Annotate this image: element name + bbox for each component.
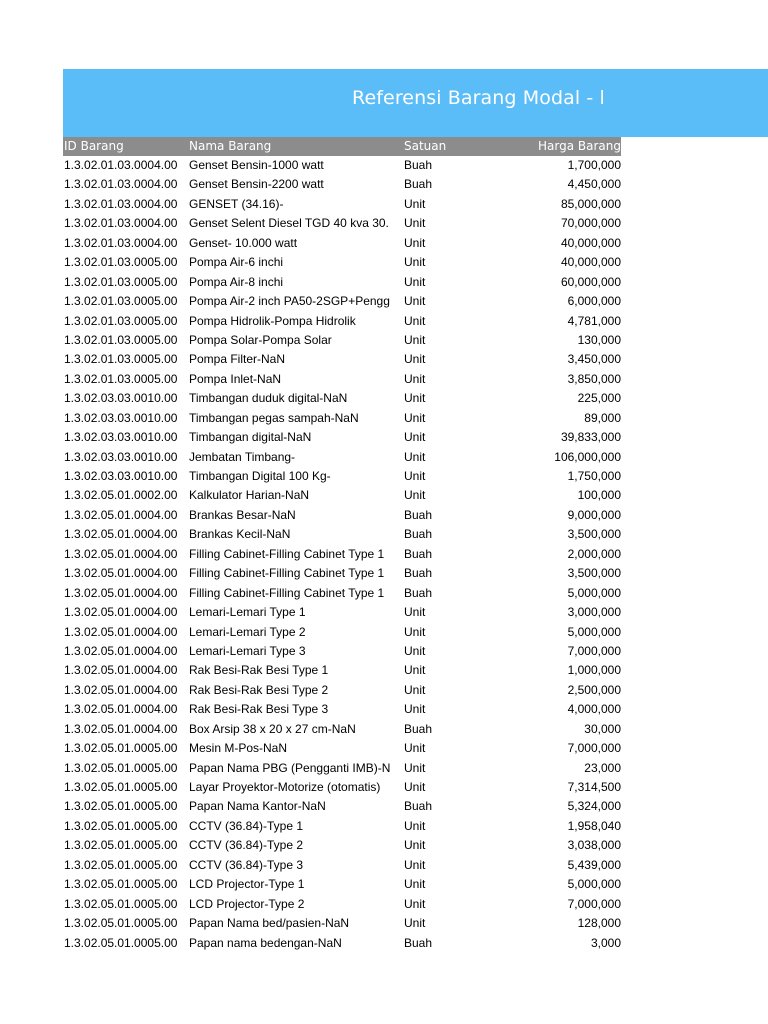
table-row: [63, 253, 621, 272]
cell-id-barang: 1.3.02.05.01.0005.00: [64, 877, 178, 892]
cell-nama-barang: Genset Bensin-1000 watt: [189, 158, 324, 172]
cell-harga-barang: 5,324,000: [567, 799, 621, 814]
cell-harga-barang: 2,500,000: [567, 682, 621, 697]
cell-satuan: Unit: [404, 196, 426, 211]
cell-harga-barang: 1,750,000: [567, 469, 621, 483]
table-row: [63, 214, 621, 233]
cell-nama-barang: Timbangan pegas sampah-NaN: [189, 410, 359, 425]
table-row: [63, 486, 621, 505]
table-row: [63, 350, 621, 369]
cell-satuan: Unit: [404, 274, 426, 289]
cell-id-barang: 1.3.02.03.03.0010.00: [64, 410, 178, 425]
cell-id-barang: 1.3.02.01.03.0004.00: [64, 158, 178, 172]
table-row: [63, 836, 621, 855]
cell-nama-barang: Pompa Filter-NaN: [189, 352, 286, 367]
cell-satuan: Unit: [404, 877, 426, 892]
cell-nama-barang: Timbangan digital-NaN: [189, 430, 312, 445]
cell-id-barang: 1.3.02.05.01.0004.00: [64, 605, 178, 620]
cell-satuan: Unit: [404, 643, 426, 658]
cell-nama-barang: Layar Proyektor-Motorize (otomatis): [189, 780, 381, 794]
cell-satuan: Buah: [404, 799, 433, 814]
cell-id-barang: 1.3.02.01.03.0005.00: [64, 332, 178, 347]
header-satuan: Satuan: [404, 139, 447, 153]
table-row: [63, 778, 621, 797]
cell-satuan: Unit: [404, 818, 426, 833]
table-row: [63, 914, 621, 933]
cell-harga-barang: 3,450,000: [567, 352, 621, 367]
cell-id-barang: 1.3.02.05.01.0004.00: [64, 566, 178, 581]
cell-harga-barang: 7,000,000: [567, 643, 621, 658]
cell-harga-barang: 2,000,000: [567, 546, 621, 561]
cell-satuan: Buah: [404, 177, 433, 192]
header-harga-barang: Harga Barang: [538, 139, 621, 153]
cell-harga-barang: 3,500,000: [567, 566, 621, 581]
table-row: [63, 759, 621, 778]
cell-nama-barang: Pompa Air-6 inchi: [189, 255, 284, 270]
cell-id-barang: 1.3.02.05.01.0005.00: [64, 780, 178, 794]
table-row: [63, 934, 621, 953]
cell-id-barang: 1.3.02.05.01.0005.00: [64, 916, 178, 931]
cell-satuan: Unit: [404, 780, 426, 794]
cell-satuan: Unit: [404, 741, 426, 756]
table-row: [63, 545, 621, 564]
table-row: [63, 700, 621, 719]
cell-nama-barang: Filling Cabinet-Filling Cabinet Type 1: [189, 566, 385, 581]
cell-id-barang: 1.3.02.05.01.0005.00: [64, 799, 178, 814]
cell-harga-barang: 6,000,000: [567, 294, 621, 309]
table-row: [63, 525, 621, 544]
table-row: [63, 428, 621, 447]
cell-nama-barang: Jembatan Timbang-: [189, 449, 296, 464]
cell-harga-barang: 4,000,000: [567, 702, 621, 717]
table-row: [63, 370, 621, 389]
cell-id-barang: 1.3.02.01.03.0005.00: [64, 255, 178, 270]
cell-id-barang: 1.3.02.01.03.0004.00: [64, 196, 178, 211]
cell-nama-barang: Kalkulator Harian-NaN: [189, 488, 310, 503]
table-row: [63, 584, 621, 603]
cell-id-barang: 1.3.02.03.03.0010.00: [64, 430, 178, 445]
cell-id-barang: 1.3.02.05.01.0005.00: [64, 760, 178, 775]
cell-harga-barang: 3,000: [590, 935, 621, 950]
cell-nama-barang: Pompa Hidrolik-Pompa Hidrolik: [189, 313, 356, 328]
table-row: [63, 195, 621, 214]
data-table: [63, 137, 621, 953]
table-row: [63, 681, 621, 700]
cell-harga-barang: 9,000,000: [567, 507, 621, 522]
cell-satuan: Buah: [404, 527, 433, 542]
table-row: [63, 409, 621, 428]
cell-nama-barang: Papan Nama bed/pasien-NaN: [189, 916, 350, 931]
cell-id-barang: 1.3.02.05.01.0004.00: [64, 546, 178, 561]
cell-id-barang: 1.3.02.03.03.0010.00: [64, 391, 178, 406]
cell-nama-barang: CCTV (36.84)-Type 1: [189, 818, 304, 833]
cell-harga-barang: 225,000: [577, 391, 621, 406]
table-row: [63, 642, 621, 661]
cell-nama-barang: Lemari-Lemari Type 1: [189, 605, 306, 620]
cell-nama-barang: Brankas Besar-NaN: [189, 507, 296, 522]
cell-nama-barang: Rak Besi-Rak Besi Type 2: [189, 682, 329, 697]
table-row: [63, 661, 621, 680]
cell-nama-barang: Genset- 10.000 watt: [189, 235, 298, 250]
table-row: [63, 895, 621, 914]
table-row: [63, 875, 621, 894]
cell-satuan: Unit: [404, 235, 426, 250]
cell-nama-barang: Brankas Kecil-NaN: [189, 527, 291, 542]
cell-harga-barang: 39,833,000: [560, 430, 621, 445]
cell-id-barang: 1.3.02.05.01.0004.00: [64, 624, 178, 639]
cell-satuan: Unit: [404, 916, 426, 931]
cell-satuan: Unit: [404, 896, 426, 911]
table-row: [63, 564, 621, 583]
cell-harga-barang: 5,439,000: [567, 857, 621, 872]
table-row: [63, 273, 621, 292]
cell-nama-barang: Box Arsip 38 x 20 x 27 cm-NaN: [189, 721, 356, 736]
cell-nama-barang: CCTV (36.84)-Type 2: [189, 838, 304, 853]
cell-harga-barang: 23,000: [584, 760, 621, 775]
cell-id-barang: 1.3.02.01.03.0004.00: [64, 216, 178, 231]
cell-satuan: Unit: [404, 682, 426, 697]
cell-id-barang: 1.3.02.05.01.0004.00: [64, 682, 178, 697]
cell-id-barang: 1.3.02.05.01.0005.00: [64, 857, 178, 872]
cell-harga-barang: 1,000,000: [567, 663, 621, 678]
cell-satuan: Unit: [404, 857, 426, 872]
cell-nama-barang: GENSET (34.16)-: [189, 196, 284, 211]
cell-nama-barang: CCTV (36.84)-Type 3: [189, 857, 304, 872]
cell-id-barang: 1.3.02.05.01.0002.00: [64, 488, 178, 503]
cell-id-barang: 1.3.02.05.01.0004.00: [64, 527, 178, 542]
cell-nama-barang: Papan Nama Kantor-NaN: [189, 799, 326, 814]
cell-harga-barang: 106,000,000: [554, 449, 621, 464]
cell-harga-barang: 85,000,000: [560, 196, 621, 211]
cell-nama-barang: Filling Cabinet-Filling Cabinet Type 1: [189, 585, 385, 600]
cell-harga-barang: 89,000: [584, 410, 621, 425]
cell-satuan: Unit: [404, 430, 426, 445]
cell-id-barang: 1.3.02.01.03.0005.00: [64, 352, 178, 367]
cell-harga-barang: 3,500,000: [567, 527, 621, 542]
cell-harga-barang: 1,958,040: [567, 818, 621, 833]
cell-id-barang: 1.3.02.01.03.0005.00: [64, 313, 178, 328]
cell-nama-barang: Pompa Air-2 inch PA50-2SGP+Pengg: [189, 294, 390, 309]
table-row: [63, 234, 621, 253]
cell-satuan: Unit: [404, 663, 426, 678]
cell-nama-barang: Papan Nama PBG (Pengganti IMB)-N: [189, 760, 391, 775]
table-row: [63, 817, 621, 836]
cell-harga-barang: 40,000,000: [560, 235, 621, 250]
table-row: [63, 739, 621, 758]
cell-satuan: Unit: [404, 469, 426, 483]
cell-id-barang: 1.3.02.01.03.0005.00: [64, 371, 178, 386]
cell-id-barang: 1.3.02.05.01.0005.00: [64, 818, 178, 833]
table-header: [63, 137, 621, 156]
cell-harga-barang: 7,000,000: [567, 896, 621, 911]
table-row: [63, 720, 621, 739]
cell-satuan: Unit: [404, 702, 426, 717]
table-row: [63, 448, 621, 467]
cell-id-barang: 1.3.02.03.03.0010.00: [64, 449, 178, 464]
cell-nama-barang: LCD Projector-Type 2: [189, 896, 305, 911]
cell-satuan: Unit: [404, 624, 426, 639]
cell-nama-barang: Genset Bensin-2200 watt: [189, 177, 324, 192]
cell-harga-barang: 100,000: [577, 488, 621, 503]
cell-harga-barang: 7,314,500: [567, 780, 621, 794]
cell-id-barang: 1.3.02.05.01.0004.00: [64, 507, 178, 522]
cell-harga-barang: 30,000: [584, 721, 621, 736]
cell-satuan: Buah: [404, 507, 433, 522]
cell-id-barang: 1.3.02.05.01.0004.00: [64, 721, 178, 736]
cell-satuan: Unit: [404, 352, 426, 367]
cell-harga-barang: 5,000,000: [567, 585, 621, 600]
table-row: [63, 623, 621, 642]
cell-satuan: Buah: [404, 585, 433, 600]
table-row: [63, 175, 621, 194]
cell-id-barang: 1.3.02.05.01.0004.00: [64, 643, 178, 658]
cell-satuan: Unit: [404, 216, 426, 231]
cell-satuan: Unit: [404, 255, 426, 270]
cell-id-barang: 1.3.02.01.03.0004.00: [64, 235, 178, 250]
cell-id-barang: 1.3.02.03.03.0010.00: [64, 469, 178, 483]
cell-id-barang: 1.3.02.05.01.0004.00: [64, 585, 178, 600]
cell-id-barang: 1.3.02.05.01.0005.00: [64, 741, 178, 756]
cell-satuan: Unit: [404, 410, 426, 425]
cell-id-barang: 1.3.02.01.03.0005.00: [64, 274, 178, 289]
table-row: [63, 797, 621, 816]
cell-satuan: Buah: [404, 566, 433, 581]
table-row: [63, 292, 621, 311]
cell-harga-barang: 1,700,000: [567, 158, 621, 172]
cell-nama-barang: Pompa Solar-Pompa Solar: [189, 332, 332, 347]
cell-nama-barang: Rak Besi-Rak Besi Type 3: [189, 702, 329, 717]
cell-nama-barang: Papan nama bedengan-NaN: [189, 935, 342, 950]
table-row: [63, 156, 621, 175]
cell-harga-barang: 4,450,000: [567, 177, 621, 192]
cell-satuan: Buah: [404, 935, 433, 950]
cell-id-barang: 1.3.02.05.01.0005.00: [64, 935, 178, 950]
cell-nama-barang: Pompa Inlet-NaN: [189, 371, 282, 386]
cell-satuan: Buah: [404, 546, 433, 561]
cell-harga-barang: 4,781,000: [567, 313, 621, 328]
cell-harga-barang: 3,038,000: [567, 838, 621, 853]
cell-id-barang: 1.3.02.05.01.0005.00: [64, 838, 178, 853]
table-row: [63, 603, 621, 622]
cell-satuan: Unit: [404, 760, 426, 775]
cell-id-barang: 1.3.02.01.03.0005.00: [64, 294, 178, 309]
table-row: [63, 331, 621, 350]
cell-harga-barang: 7,000,000: [567, 741, 621, 756]
cell-harga-barang: 70,000,000: [560, 216, 621, 231]
cell-harga-barang: 60,000,000: [560, 274, 621, 289]
cell-satuan: Unit: [404, 313, 426, 328]
cell-nama-barang: Timbangan Digital 100 Kg-: [189, 469, 331, 483]
cell-satuan: Buah: [404, 158, 433, 172]
cell-satuan: Unit: [404, 294, 426, 309]
cell-satuan: Unit: [404, 449, 426, 464]
cell-nama-barang: Filling Cabinet-Filling Cabinet Type 1: [189, 546, 385, 561]
cell-satuan: Buah: [404, 721, 433, 736]
cell-id-barang: 1.3.02.05.01.0004.00: [64, 702, 178, 717]
title-banner: [63, 69, 768, 137]
cell-satuan: Unit: [404, 391, 426, 406]
header-nama-barang: Nama Barang: [189, 139, 272, 153]
cell-nama-barang: Timbangan duduk digital-NaN: [189, 391, 348, 406]
table-row: [63, 506, 621, 525]
cell-nama-barang: Pompa Air-8 inchi: [189, 274, 284, 289]
table-row: [63, 856, 621, 875]
cell-id-barang: 1.3.02.05.01.0005.00: [64, 896, 178, 911]
cell-nama-barang: Lemari-Lemari Type 3: [189, 643, 306, 658]
header-id-barang: ID Barang: [64, 139, 124, 153]
cell-nama-barang: Mesin M-Pos-NaN: [189, 741, 288, 756]
cell-nama-barang: Genset Selent Diesel TGD 40 kva 30.: [189, 216, 389, 231]
cell-satuan: Unit: [404, 605, 426, 620]
cell-harga-barang: 128,000: [577, 916, 621, 931]
cell-harga-barang: 40,000,000: [560, 255, 621, 270]
cell-satuan: Unit: [404, 488, 426, 503]
page-title: Referensi Barang Modal - l: [352, 87, 605, 109]
table-row: [63, 389, 621, 408]
cell-nama-barang: Rak Besi-Rak Besi Type 1: [189, 663, 329, 678]
cell-harga-barang: 5,000,000: [567, 624, 621, 639]
table-row: [63, 467, 621, 486]
table-body: [63, 156, 621, 953]
cell-nama-barang: Lemari-Lemari Type 2: [189, 624, 306, 639]
cell-nama-barang: LCD Projector-Type 1: [189, 877, 305, 892]
cell-harga-barang: 130,000: [577, 332, 621, 347]
table-row: [63, 312, 621, 331]
cell-satuan: Unit: [404, 838, 426, 853]
cell-id-barang: 1.3.02.05.01.0004.00: [64, 663, 178, 678]
cell-id-barang: 1.3.02.01.03.0004.00: [64, 177, 178, 192]
cell-harga-barang: 3,000,000: [567, 605, 621, 620]
cell-satuan: Unit: [404, 332, 426, 347]
cell-harga-barang: 5,000,000: [567, 877, 621, 892]
cell-harga-barang: 3,850,000: [567, 371, 621, 386]
cell-satuan: Unit: [404, 371, 426, 386]
